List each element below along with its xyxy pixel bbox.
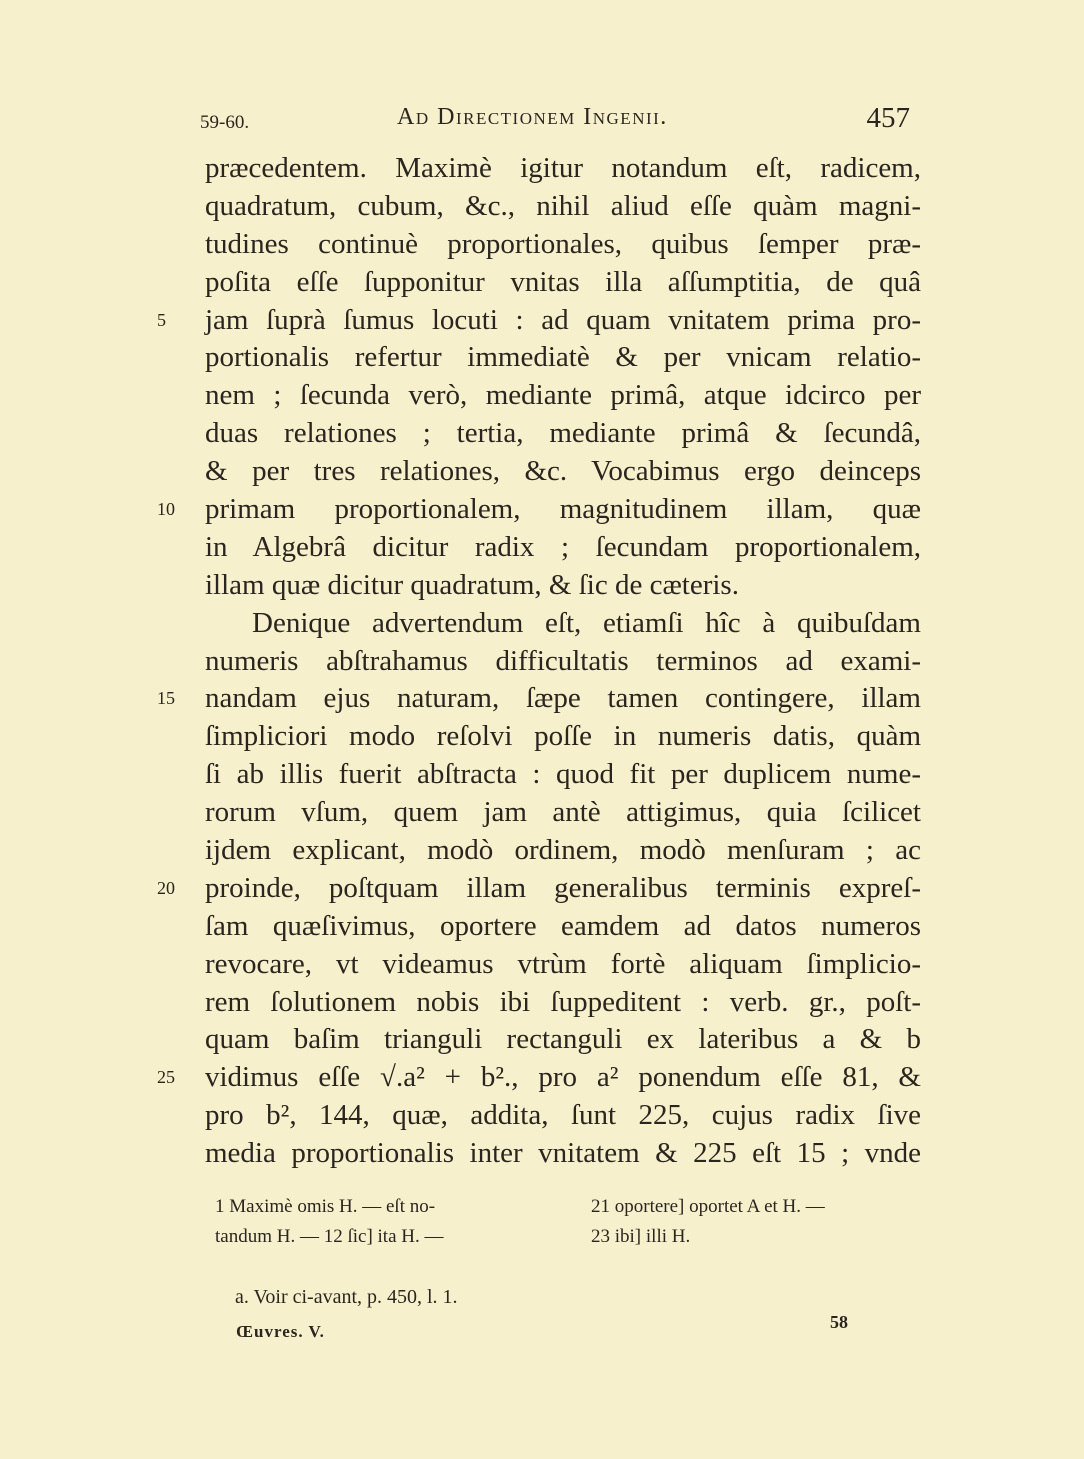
- text-line: [157, 491, 921, 529]
- text-line: [205, 605, 921, 643]
- text-line: [205, 339, 921, 377]
- line-text: revocare, vt videamus vtrùm fortè aliquam ſimplicio-: [205, 947, 921, 980]
- text-line: [205, 756, 921, 794]
- text-line: [157, 302, 921, 340]
- text-line: [205, 946, 921, 984]
- line-number: 5: [157, 309, 166, 330]
- text-line: [205, 718, 921, 756]
- line-text: pro b², 144, quæ, addita, ſunt 225, cujus radix ſive: [205, 1099, 921, 1132]
- text-line: [205, 643, 921, 681]
- line-text: Denique advertendum eſt, etiamſi hîc à quibuſdam: [252, 606, 921, 639]
- footer-volume: Œuvres. V.: [236, 1322, 325, 1341]
- text-line: [157, 1059, 921, 1097]
- line-text: media proportionalis inter vnitatem & 225 eſt 15 ; vnde: [205, 1137, 921, 1170]
- text-line: [205, 415, 921, 453]
- line-number: 20: [157, 877, 175, 898]
- text-line: [205, 1021, 921, 1059]
- line-text: ſam quæſivimus, oportere eamdem ad datos numeros: [205, 909, 921, 942]
- line-text: nandam ejus naturam, ſæpe tamen contingere, illam: [205, 682, 921, 715]
- line-text: tudines continuè proportionales, quibus ſemper præ-: [205, 227, 921, 260]
- line-text: rem ſolutionem nobis ibi ſuppeditent : verb. gr., poſt-: [205, 985, 921, 1018]
- line-text: in Algebrâ dicitur radix ; ſecundam proportionalem,: [205, 530, 921, 563]
- header-page-number: 457: [866, 102, 910, 134]
- text-line: [205, 226, 921, 264]
- line-text: portionalis refertur immediatè & per vnicam relatio-: [205, 341, 921, 374]
- text-line: [205, 529, 921, 567]
- line-text: duas relationes ; tertia, mediante primâ & ſecundâ,: [205, 417, 921, 450]
- line-text: quadratum, cubum, &c., nihil aliud eſſe quàm magni-: [205, 189, 921, 222]
- text-line: [157, 680, 921, 718]
- line-text: nem ; ſecunda verò, mediante primâ, atque idcirco per: [205, 379, 921, 412]
- line-number: 25: [157, 1067, 175, 1088]
- text-line: [205, 1097, 921, 1135]
- line-text: vidimus eſſe √.a² + b²., pro a² ponendum eſſe 81, &: [205, 1061, 921, 1094]
- variant-note-line: tandum H. — 12 ſic] ita H. —: [215, 1226, 444, 1247]
- text-line: [205, 453, 921, 491]
- text-line: [205, 377, 921, 415]
- text-line: [205, 567, 921, 605]
- variant-notes-left: [215, 1192, 555, 1252]
- line-number: 10: [157, 499, 175, 520]
- line-text: proinde, poſtquam illam generalibus terminis expreſ-: [205, 871, 921, 904]
- text-line: [205, 908, 921, 946]
- line-text: ijdem explicant, modò ordinem, modò menſuram ; ac: [205, 834, 921, 867]
- text-line: [205, 1135, 921, 1173]
- variant-note-line: 23 ibi] illi H.: [591, 1226, 691, 1247]
- text-line: [205, 794, 921, 832]
- line-text: præcedentem. Maximè igitur notandum eſt, radicem,: [205, 152, 921, 184]
- text-line: [205, 832, 921, 870]
- variant-note-line: 1 Maximè omis H. — eſt no-: [215, 1196, 436, 1217]
- line-text: numeris abſtrahamus difficultatis terminos ad exami-: [205, 644, 921, 677]
- line-number: 15: [157, 688, 175, 709]
- line-text: illam quæ dicitur quadratum, & ſic de cæteris.: [205, 568, 739, 601]
- variant-notes-right: [591, 1192, 931, 1252]
- text-line: [205, 264, 921, 302]
- header-page-range: 59-60.: [200, 112, 250, 133]
- line-text: & per tres relationes, &c. Vocabimus ergo deinceps: [205, 455, 921, 488]
- line-text: ſi ab illis fuerit abſtracta : quod fit per duplicem nume-: [205, 758, 921, 791]
- line-text: quam baſim trianguli rectanguli ex lateribus a & b: [205, 1023, 921, 1056]
- line-text: ſimpliciori modo reſolvi poſſe in numeris datis, quàm: [205, 720, 921, 753]
- line-text: jam ſuprà ſumus locuti : ad quam vnitatem prima pro-: [205, 303, 921, 336]
- line-text: rorum vſum, quem jam antè attigimus, quia ſcilicet: [205, 796, 921, 829]
- footnote: a. Voir ci-avant, p. 450, l. 1.: [235, 1286, 458, 1308]
- line-text: poſita eſſe ſupponitur vnitas illa aſſumptitia, de quâ: [205, 265, 921, 298]
- variant-note-line: 21 oportere] oportet A et H. —: [591, 1196, 825, 1217]
- text-line: [205, 150, 921, 188]
- header-title: Ad Directionem Ingenii.: [397, 104, 668, 130]
- line-text: primam proportionalem, magnitudinem illam, quæ: [205, 493, 921, 526]
- text-line: [157, 870, 921, 908]
- running-header: [200, 100, 910, 140]
- text-line: [205, 984, 921, 1022]
- body-text: [157, 150, 921, 1173]
- text-line: [205, 188, 921, 226]
- footer-signature: 58: [830, 1312, 848, 1332]
